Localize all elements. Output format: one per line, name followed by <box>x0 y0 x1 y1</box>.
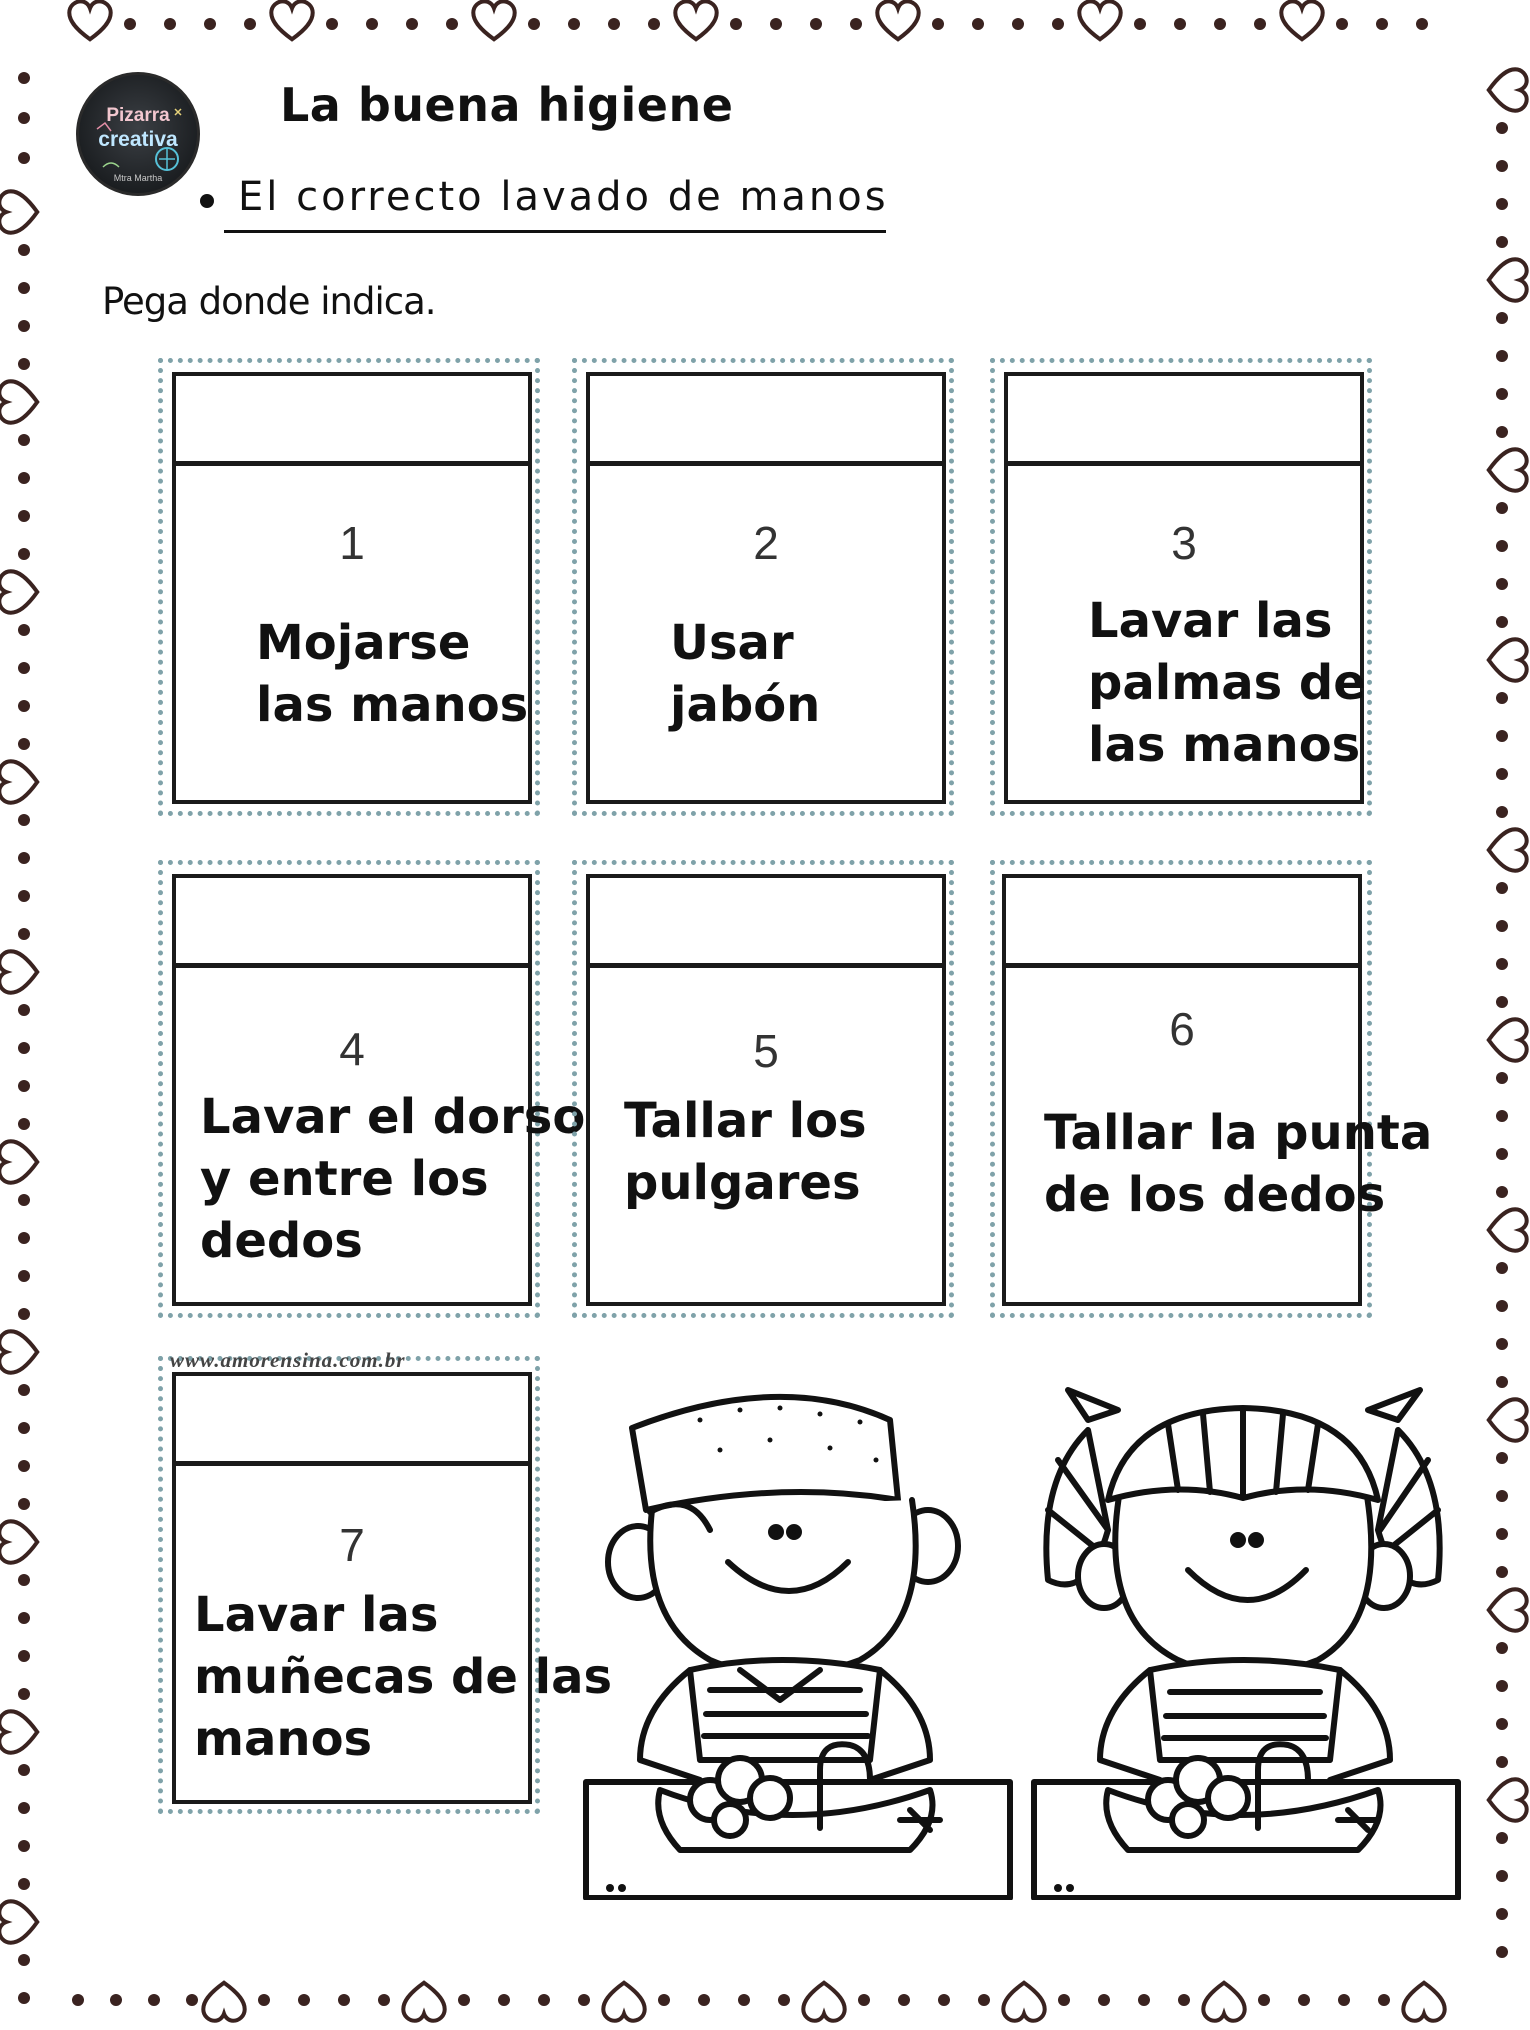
border-dot <box>1496 806 1508 818</box>
border-dot <box>1496 426 1508 438</box>
border-dot <box>18 1840 30 1852</box>
border-dot <box>18 738 30 750</box>
border-dot <box>1496 350 1508 362</box>
border-dot <box>778 1994 790 2006</box>
border-dot <box>568 18 580 30</box>
border-dot <box>1174 18 1186 30</box>
border-dot <box>1496 1452 1508 1464</box>
border-dot <box>1214 18 1226 30</box>
border-dot <box>18 1004 30 1016</box>
logo-text-pizarra: Pizarra <box>106 105 170 126</box>
border-dot <box>18 1080 30 1092</box>
border-dot <box>18 152 30 164</box>
border-dot <box>1098 1994 1110 2006</box>
border-dot <box>1496 1110 1508 1122</box>
step-card <box>172 372 532 804</box>
border-dot <box>1496 1148 1508 1160</box>
border-dot <box>1496 1908 1508 1920</box>
heart-outline-icon <box>0 1709 43 1755</box>
border-dot <box>18 358 30 370</box>
pizarra-creativa-logo <box>76 72 200 196</box>
border-dot <box>1496 160 1508 172</box>
border-dot <box>18 1878 30 1890</box>
step-text: Tallar la punta de los dedos <box>1044 1105 1433 1223</box>
border-dot <box>1496 1338 1508 1350</box>
border-dot <box>18 1042 30 1054</box>
logo-text-creativa: creativa <box>98 128 178 151</box>
border-dot <box>1254 18 1266 30</box>
border-dot <box>1496 1832 1508 1844</box>
border-dot <box>1496 1376 1508 1388</box>
step-text: Lavar el dorso y entre los dedos <box>200 1089 586 1269</box>
heart-outline-icon <box>1077 0 1123 45</box>
heart-outline-icon <box>0 1329 43 1375</box>
border-dot <box>1496 1870 1508 1882</box>
border-dot <box>1496 122 1508 134</box>
source-watermark: www.amorensina.com.br <box>170 1348 406 1372</box>
border-dot <box>978 1994 990 2006</box>
border-dot <box>1496 1300 1508 1312</box>
border-dot <box>148 1994 160 2006</box>
border-dot <box>1496 502 1508 514</box>
border-dot <box>244 18 256 30</box>
border-dot <box>18 1954 30 1966</box>
border-dot <box>1496 1262 1508 1274</box>
border-dot <box>366 18 378 30</box>
border-dot <box>18 112 30 124</box>
heart-outline-icon <box>67 0 113 45</box>
border-dot <box>1496 1756 1508 1768</box>
heart-outline-icon <box>0 569 43 615</box>
border-dot <box>1134 18 1146 30</box>
heart-outline-icon <box>601 1977 647 2023</box>
logo-text-author: Mtra Martha <box>113 173 163 183</box>
border-dot <box>1496 1642 1508 1654</box>
border-dot <box>72 1994 84 2006</box>
heart-outline-icon <box>471 0 517 45</box>
border-dot <box>18 282 30 294</box>
border-dot <box>18 1270 30 1282</box>
step-text: Tallar los pulgares <box>624 1093 867 1211</box>
subtitle-row <box>200 172 900 234</box>
border-dot <box>18 1308 30 1320</box>
border-dot <box>898 1994 910 2006</box>
border-dot <box>578 1994 590 2006</box>
heart-outline-icon <box>0 1899 43 1945</box>
border-dot <box>1378 1994 1390 2006</box>
border-dot <box>18 1460 30 1472</box>
border-dot <box>698 1994 710 2006</box>
step-text: Lavar las muñecas de las manos <box>194 1587 613 1767</box>
step-card <box>172 1372 613 1804</box>
border-dot <box>1058 1994 1070 2006</box>
step-card <box>1002 874 1433 1306</box>
border-dot <box>1496 312 1508 324</box>
border-dot <box>18 814 30 826</box>
heart-outline-icon <box>1001 1977 1047 2023</box>
heart-outline-icon <box>1483 67 1529 113</box>
page-subtitle: El correcto lavado de manos <box>238 174 889 220</box>
border-dot <box>18 1498 30 1510</box>
step-card <box>586 372 946 804</box>
heart-outline-icon <box>201 1977 247 2023</box>
border-dot <box>18 890 30 902</box>
heart-outline-icon <box>1483 1207 1529 1253</box>
border-dot <box>18 1384 30 1396</box>
border-dot <box>18 320 30 332</box>
heart-outline-icon <box>269 0 315 45</box>
border-dot <box>1496 996 1508 1008</box>
border-dot <box>538 1994 550 2006</box>
border-dot <box>378 1994 390 2006</box>
step-card <box>586 874 946 1306</box>
border-dot <box>1496 768 1508 780</box>
border-dot <box>18 928 30 940</box>
border-dot <box>972 18 984 30</box>
border-dot <box>18 72 30 84</box>
heart-outline-icon <box>1483 1587 1529 1633</box>
border-dot <box>406 18 418 30</box>
border-dot <box>458 1994 470 2006</box>
border-dot <box>1496 1946 1508 1958</box>
border-dot <box>18 1194 30 1206</box>
border-dot <box>18 1650 30 1662</box>
heart-outline-icon <box>1279 0 1325 45</box>
heart-outline-icon <box>875 0 921 45</box>
step-number: 3 <box>1171 517 1197 569</box>
border-dot <box>446 18 458 30</box>
border-dot <box>850 18 862 30</box>
heart-outline-icon <box>1483 257 1529 303</box>
border-dot <box>938 1994 950 2006</box>
step-number: 5 <box>753 1025 779 1077</box>
border-dot <box>1496 1528 1508 1540</box>
step-card <box>1004 372 1364 804</box>
border-dot <box>1336 18 1348 30</box>
border-dot <box>1496 1490 1508 1502</box>
border-dot <box>658 1994 670 2006</box>
border-dot <box>110 1994 122 2006</box>
heart-outline-icon <box>1483 1017 1529 1063</box>
border-dot <box>18 434 30 446</box>
heart-outline-icon <box>801 1977 847 2023</box>
border-dot <box>932 18 944 30</box>
card-paste-slot <box>176 1376 528 1466</box>
card-paste-slot <box>590 376 942 466</box>
boy-washing-hands-illustration <box>580 1380 1020 1900</box>
border-dot <box>498 1994 510 2006</box>
border-dot <box>1496 1680 1508 1692</box>
card-paste-slot <box>176 376 528 466</box>
border-dot <box>1496 1718 1508 1730</box>
border-dot <box>1298 1994 1310 2006</box>
border-dot <box>18 1232 30 1244</box>
heart-outline-icon <box>1201 1977 1247 2023</box>
border-dot <box>204 18 216 30</box>
border-dot <box>18 852 30 864</box>
step-number: 2 <box>753 517 779 569</box>
instruction-text: Pega donde indica. <box>102 280 436 323</box>
border-dot <box>1496 1186 1508 1198</box>
card-paste-slot <box>590 878 942 968</box>
subtitle-underline <box>224 230 886 233</box>
heart-outline-icon <box>1483 827 1529 873</box>
border-dot <box>1496 730 1508 742</box>
border-dot <box>258 1994 270 2006</box>
heart-outline-icon <box>0 1519 43 1565</box>
border-dot <box>1496 1072 1508 1084</box>
card-paste-slot <box>1006 878 1358 968</box>
bullet-icon <box>200 194 214 208</box>
border-dot <box>1012 18 1024 30</box>
card-paste-slot <box>1008 376 1360 466</box>
heart-outline-icon <box>1483 1777 1529 1823</box>
border-dot <box>18 1992 30 2004</box>
border-dot <box>164 18 176 30</box>
step-text: Mojarse las manos <box>256 615 529 733</box>
girl-washing-hands-illustration <box>1028 1380 1468 1900</box>
border-dot <box>1496 540 1508 552</box>
border-dot <box>1496 198 1508 210</box>
border-dot <box>18 1688 30 1700</box>
border-dot <box>1496 236 1508 248</box>
border-dot <box>1376 18 1388 30</box>
border-dot <box>1258 1994 1270 2006</box>
page-title: La buena higiene <box>280 78 734 132</box>
border-dot <box>326 18 338 30</box>
border-dot <box>18 510 30 522</box>
border-dot <box>1496 882 1508 894</box>
border-dot <box>1496 920 1508 932</box>
border-dot <box>18 244 30 256</box>
border-dot <box>18 662 30 674</box>
step-number: 4 <box>339 1023 365 1075</box>
border-dot <box>1496 388 1508 400</box>
step-number: 1 <box>339 517 365 569</box>
border-dot <box>1496 692 1508 704</box>
heart-outline-icon <box>1483 447 1529 493</box>
border-dot <box>18 1802 30 1814</box>
heart-outline-icon <box>1401 1977 1447 2023</box>
heart-outline-icon <box>0 949 43 995</box>
step-text: Lavar las palmas de las manos <box>1088 593 1366 773</box>
border-dot <box>1496 958 1508 970</box>
border-dot <box>1178 1994 1190 2006</box>
border-dot <box>1496 616 1508 628</box>
card-paste-slot <box>176 878 528 968</box>
border-dot <box>1416 18 1428 30</box>
border-dot <box>18 1422 30 1434</box>
border-dot <box>648 18 660 30</box>
border-dot <box>18 548 30 560</box>
border-dot <box>738 1994 750 2006</box>
border-dot <box>810 18 822 30</box>
heart-outline-icon <box>0 759 43 805</box>
heart-outline-icon <box>0 1139 43 1185</box>
step-text: Usar jabón <box>670 615 821 733</box>
border-dot <box>18 624 30 636</box>
border-dot <box>1496 578 1508 590</box>
heart-outline-icon <box>673 0 719 45</box>
heart-outline-icon <box>0 379 43 425</box>
step-card <box>172 874 586 1306</box>
border-dot <box>186 1994 198 2006</box>
border-dot <box>338 1994 350 2006</box>
step-number: 7 <box>339 1519 365 1571</box>
border-dot <box>18 1612 30 1624</box>
heart-outline-icon <box>1483 637 1529 683</box>
border-dot <box>18 472 30 484</box>
border-dot <box>730 18 742 30</box>
border-dot <box>858 1994 870 2006</box>
border-dot <box>1138 1994 1150 2006</box>
border-dot <box>1052 18 1064 30</box>
border-dot <box>18 1118 30 1130</box>
border-dot <box>18 1764 30 1776</box>
border-dot <box>124 18 136 30</box>
heart-outline-icon <box>1483 1397 1529 1443</box>
border-dot <box>18 1574 30 1586</box>
heart-outline-icon <box>0 189 43 235</box>
border-dot <box>608 18 620 30</box>
border-dot <box>528 18 540 30</box>
border-dot <box>1338 1994 1350 2006</box>
heart-outline-icon <box>401 1977 447 2023</box>
border-dot <box>298 1994 310 2006</box>
border-dot <box>1496 1566 1508 1578</box>
border-dot <box>770 18 782 30</box>
step-number: 6 <box>1169 1003 1195 1055</box>
border-dot <box>18 700 30 712</box>
